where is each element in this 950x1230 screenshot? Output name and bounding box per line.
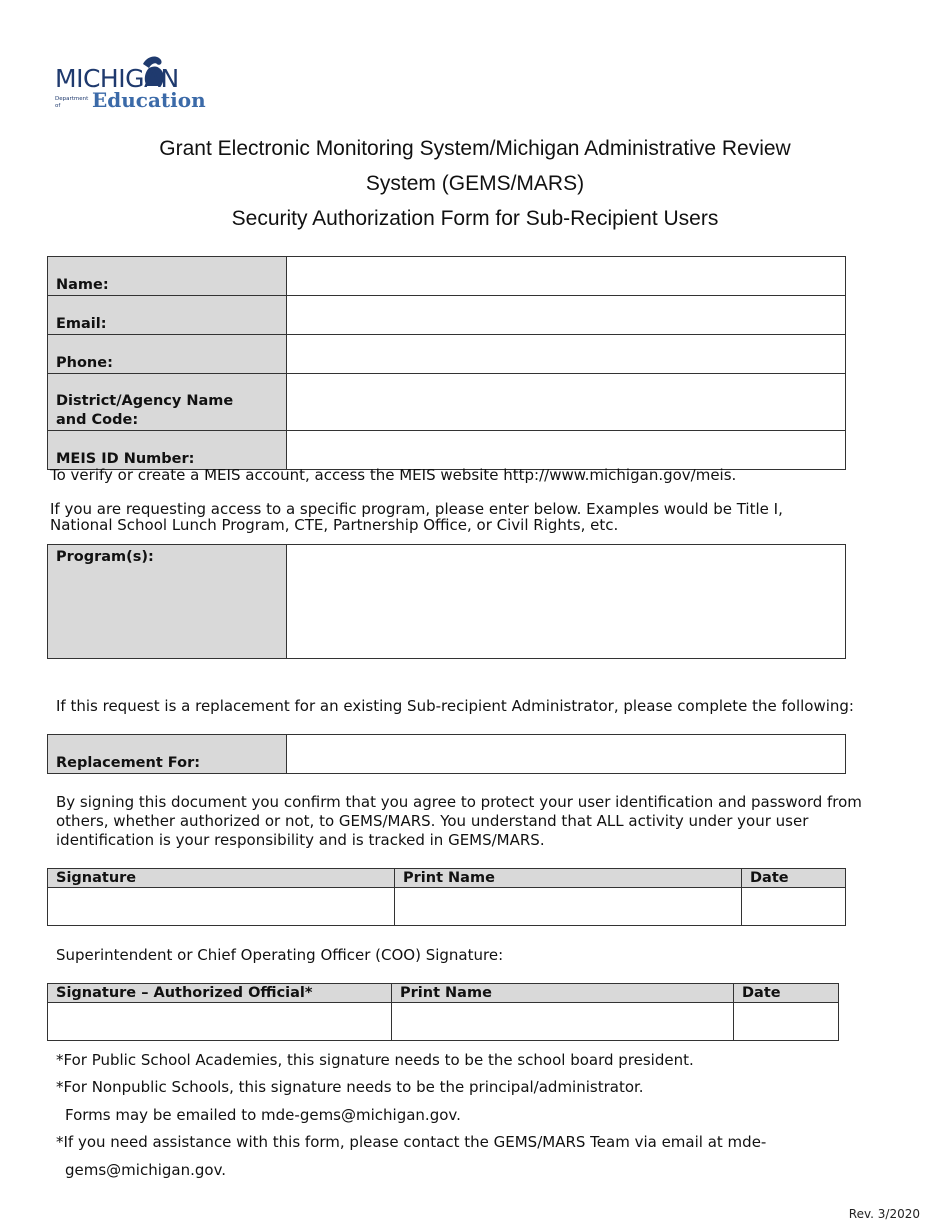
replacement-field[interactable] (287, 735, 846, 774)
table-header-row (48, 869, 846, 888)
signature-field[interactable] (48, 888, 395, 926)
agreement-line3: identification is your responsibility and is tracked in GEMS/MARS. (56, 831, 545, 849)
district-label (48, 374, 287, 431)
logo-department-text: Department of (55, 96, 89, 109)
programs-label: Program(s): (48, 545, 287, 659)
name-field[interactable] (287, 257, 846, 296)
form-title-line3: Security Authorization Form for Sub-Recipient Users (231, 207, 719, 230)
programs-table (47, 544, 846, 659)
official-print-name-header: Print Name (392, 984, 734, 1003)
district-label-line1: District/Agency Name (56, 393, 234, 409)
name-label: Name: (48, 257, 287, 296)
replacement-note: If this request is a replacement for an existing Sub-recipient Administrator, please complete the following: (56, 697, 854, 715)
print-name-header: Print Name (395, 869, 742, 888)
program-note-line2: National School Lunch Program, CTE, Partnership Office, or Civil Rights, etc. (50, 516, 619, 534)
official-print-name-field[interactable] (392, 1003, 734, 1041)
signature-header: Signature (48, 869, 395, 888)
table-row (48, 296, 846, 335)
official-signature-table (47, 983, 839, 1041)
phone-label: Phone: (48, 335, 287, 374)
district-field[interactable] (287, 374, 846, 431)
program-note-line1: If you are requesting access to a specific program, please enter below. Examples would be Title I, (50, 500, 783, 518)
official-signature-field[interactable] (48, 1003, 392, 1041)
official-date-field[interactable] (734, 1003, 839, 1041)
table-row (48, 335, 846, 374)
mde-logo (55, 54, 205, 114)
district-label-line2: and Code: (56, 412, 139, 428)
replacement-label: Replacement For: (48, 735, 287, 774)
email-field[interactable] (287, 296, 846, 335)
phone-field[interactable] (287, 335, 846, 374)
table-header-row (48, 984, 839, 1003)
table-row (48, 257, 846, 296)
official-date-header: Date (734, 984, 839, 1003)
date-header: Date (742, 869, 846, 888)
meis-label: MEIS ID Number: (48, 431, 287, 470)
table-row (48, 888, 846, 926)
table-row (48, 545, 846, 659)
agreement-line1: By signing this document you confirm that you agree to protect your user identification and password from (56, 793, 862, 811)
table-row (48, 1003, 839, 1041)
superintendent-note: Superintendent or Chief Operating Officer (COO) Signature: (56, 946, 504, 964)
programs-field[interactable] (287, 545, 846, 659)
footnote-nonpublic: *For Nonpublic Schools, this signature needs to be the principal/administrator. (56, 1078, 644, 1096)
footnote-assist-line1: *If you need assistance with this form, please contact the GEMS/MARS Team via email at mde- (56, 1133, 767, 1151)
revision-label: Rev. 3/2020 (848, 1207, 920, 1221)
print-name-field[interactable] (395, 888, 742, 926)
footnote-email: Forms may be emailed to mde-gems@michigan.gov. (65, 1106, 461, 1124)
footnote-assist-line2: gems@michigan.gov. (65, 1161, 227, 1179)
meis-field[interactable] (287, 431, 846, 470)
email-label: Email: (48, 296, 287, 335)
form-title-line2: System (GEMS/MARS) (365, 172, 585, 195)
logo-michigan-text: MICHIGAN (55, 64, 179, 93)
table-row (48, 735, 846, 774)
date-field[interactable] (742, 888, 846, 926)
table-row (48, 431, 846, 470)
agreement-line2: others, whether authorized or not, to GEMS/MARS. You understand that ALL activity under your user (56, 812, 809, 830)
replacement-table (47, 734, 846, 774)
table-row (48, 374, 846, 431)
user-info-table (47, 256, 846, 470)
logo-education-text: Education (92, 88, 206, 112)
meis-note: To verify or create a MEIS account, access the MEIS website http://www.michigan.gov/meis. (50, 466, 737, 484)
user-signature-table (47, 868, 846, 926)
footnote-psa: *For Public School Academies, this signature needs to be the school board president. (56, 1051, 694, 1069)
official-signature-header: Signature – Authorized Official* (48, 984, 392, 1003)
form-title-line1: Grant Electronic Monitoring System/Michigan Administrative Review (159, 137, 791, 160)
